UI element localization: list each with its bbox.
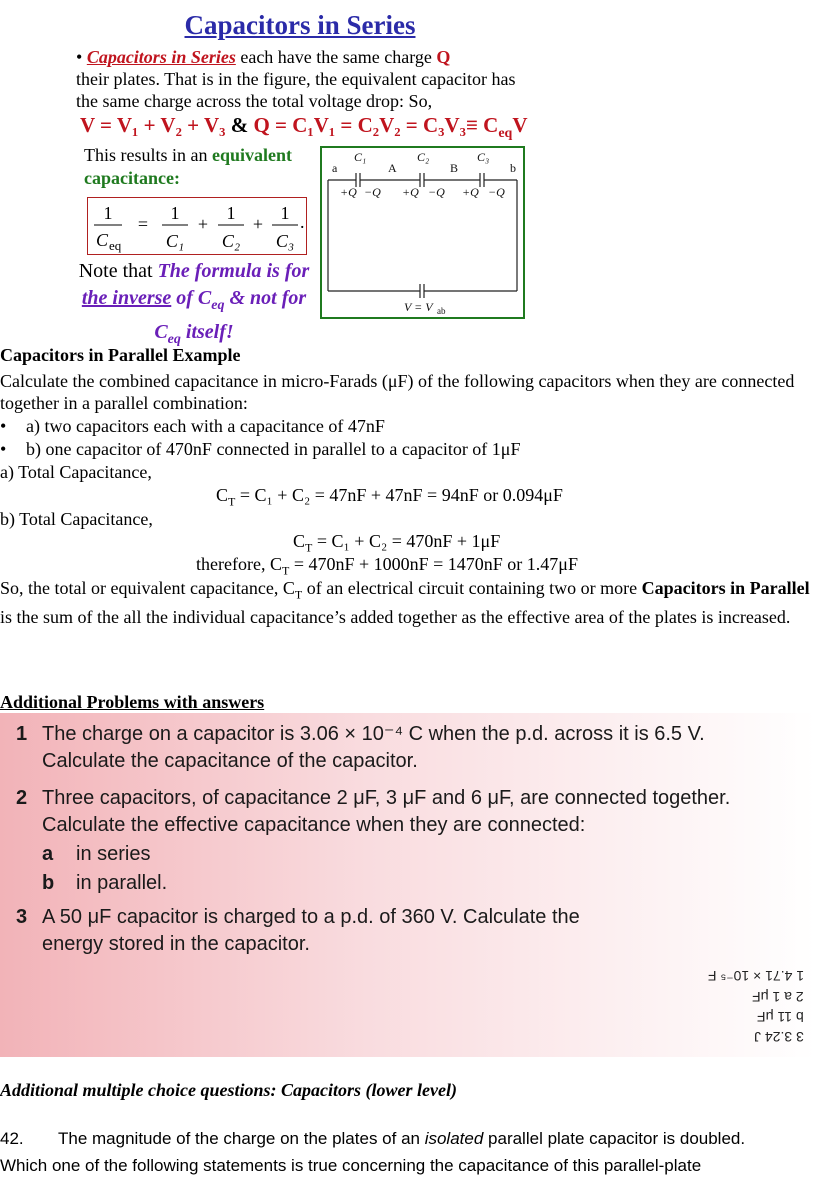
problem-text: A 50 μF capacitor is charged to a p.d. of 360 V. Calculate the energy stored in the capacitor. <box>42 906 580 955</box>
parallel-list-item: • b) one capacitor of 470nF connected in parallel to a capacitor of 1μF <box>0 439 521 459</box>
problem-text: Three capacitors, of capacitance 2 μF, 3 μF and 6 μF, are connected together. Calculate the effective capacitance when they are connected: <box>42 787 731 836</box>
note-p5: itself! <box>180 321 234 343</box>
frac-c2: C₂ <box>221 231 241 251</box>
intro-text-1: each have the same charge <box>235 47 437 67</box>
summary-sub: T <box>294 587 303 602</box>
charge-plus-2: +Q <box>402 185 419 199</box>
parallel-summary <box>0 577 814 628</box>
parallel-heading: Capacitors in Parallel Example <box>0 345 241 365</box>
frac-c3: C₃ <box>275 231 295 251</box>
voltage-sum: V = V₁ + V₂ + V₃ <box>80 113 226 137</box>
mcq-heading: Additional multiple choice questions: Capacitors (lower level) <box>0 1080 457 1100</box>
page-title: Capacitors in Series <box>184 10 416 40</box>
item-a: a) two capacitors each with a capacitance of 47nF <box>26 416 385 436</box>
ct-sub: T <box>228 494 236 509</box>
series-intro <box>76 46 536 112</box>
note-sub2: eq <box>167 332 181 347</box>
equals: = <box>137 214 149 234</box>
parallel-list-item: • a) two capacitors each with a capacitance of 47nF <box>0 416 385 436</box>
problems-panel <box>0 713 816 1057</box>
question-line-2: Which one of the following statements is true concerning the capacitance of this parallel-plate <box>0 1156 702 1175</box>
problem-number: 3 <box>16 906 28 928</box>
b-calc2-pre: therefore, C <box>196 554 282 574</box>
problem-1 <box>16 721 806 775</box>
question-number: 42. <box>0 1129 24 1148</box>
question-pre: The magnitude of the charge on the plates of an <box>58 1129 425 1148</box>
series-circuit-diagram <box>320 146 525 319</box>
b-label: b) Total Capacitance, <box>0 509 153 529</box>
subpart-text: in series <box>76 843 151 865</box>
results-pre: This results in an <box>84 145 212 165</box>
frac-c1: C₁ <box>165 231 185 251</box>
item-b: b) one capacitor of 470nF connected in parallel to a capacitor of 1μF <box>26 439 521 459</box>
answer-2b: b 11 μF <box>757 1009 804 1025</box>
frac-num: 1 <box>170 203 180 223</box>
label-c2: C₂ <box>417 150 430 164</box>
answer-2a: 2 a 1 μF <box>752 989 804 1005</box>
problem-2b <box>42 870 167 897</box>
summary-pre: So, the total or equivalent capacitance, C <box>0 578 295 598</box>
subpart-letter: b <box>42 872 55 894</box>
summary-end: is the sum of the all the individual capacitance’s added together as the effective area of the plates is increased. <box>0 606 791 627</box>
series-formula-box <box>87 197 307 255</box>
charge-equation: Q = C₁V₁ = C₂V₂ = C₃V₃≡ C <box>253 113 499 137</box>
frac-ceq-sub: eq <box>109 238 122 253</box>
charge-minus-3: −Q <box>488 185 505 199</box>
question-post: parallel plate capacitor is doubled. <box>483 1129 746 1148</box>
problem-text: The charge on a capacitor is 3.06 × 10⁻⁴ C when the p.d. across it is 6.5 V. Calculate the capacitance of the capacitor. <box>42 723 705 772</box>
problems-heading: Additional Problems with answers <box>0 692 265 712</box>
summary-bold: Capacitors in Parallel <box>641 578 810 598</box>
note-p3: of C <box>171 287 212 309</box>
label-c3: C₃ <box>477 150 490 164</box>
plus: + <box>197 214 209 234</box>
question-italic: isolated <box>424 1129 484 1148</box>
intro-text-2: their plates. That is in the figure, the equivalent capacitor has the same charge across the total voltage drop: So, <box>76 69 516 111</box>
ct: C <box>293 531 306 551</box>
label-c1: C₁ <box>354 150 367 164</box>
ampersand: & <box>230 113 249 137</box>
ct-sub: T <box>305 540 313 555</box>
charge-end: V <box>512 113 528 137</box>
note-inverse: the inverse <box>81 287 172 309</box>
node-B: B <box>450 161 459 175</box>
circuit-svg <box>322 148 523 317</box>
summary-mid: of an electrical circuit containing two or more <box>302 578 642 598</box>
node-a: a <box>332 161 338 175</box>
subpart-letter: a <box>42 843 54 865</box>
frac-ceq: C <box>96 230 109 250</box>
b-calc2-rest: = 470nF + 1000nF = 1470nF or 1.47μF <box>289 554 578 574</box>
charge-plus-1: +Q <box>340 185 357 199</box>
frac-num: 1 <box>226 203 236 223</box>
note-sub: eq <box>211 298 225 313</box>
problem-number: 1 <box>16 723 28 745</box>
a-calculation <box>216 484 563 513</box>
ceq-sub: eq <box>498 126 513 142</box>
frac-num: 1 <box>280 203 290 223</box>
charge-minus-2: −Q <box>428 185 445 199</box>
ct: C <box>216 485 229 505</box>
problem-3 <box>16 904 806 958</box>
voltage-sub: ab <box>437 306 446 316</box>
charge-minus-1: −Q <box>364 185 381 199</box>
series-keyword: Capacitors in Series <box>86 47 236 67</box>
mcq-question <box>0 1125 814 1179</box>
results-text <box>84 144 319 190</box>
note-p4: & not for C <box>154 287 307 343</box>
formula-dot: . <box>300 212 305 232</box>
charge-q: Q <box>436 47 451 67</box>
b-calc1-rest: = C₁ + C₂ = 470nF + 1μF <box>312 531 501 551</box>
problem-2 <box>16 785 806 839</box>
a-label: a) Total Capacitance, <box>0 462 152 482</box>
note-text <box>78 258 310 353</box>
voltage-label: V = V <box>404 300 433 314</box>
note-pre: Note that <box>78 260 158 282</box>
ct-sub: T <box>281 563 290 578</box>
answer-1: 1 4.71 × 10⁻⁵ F <box>707 968 804 984</box>
a-calc-rest: = C₁ + C₂ = 47nF + 47nF = 94nF or 0.094μF <box>235 485 563 505</box>
problem-number: 2 <box>16 787 28 809</box>
note-p1: The formula is for <box>157 260 310 282</box>
equivalent-capacitance-label: equivalent capacitance: <box>84 145 293 188</box>
plus: + <box>252 214 264 234</box>
parallel-intro: Calculate the combined capacitance in micro-Farads (μF) of the following capacitors when they are connected together in a parallel combination: <box>0 371 795 413</box>
series-formula <box>88 198 306 254</box>
subpart-text: in parallel. <box>76 872 168 894</box>
series-equation <box>80 113 528 142</box>
problem-2a <box>42 841 150 868</box>
bullet: • <box>76 47 83 67</box>
upside-down-answers <box>690 967 810 1051</box>
charge-plus-3: +Q <box>462 185 479 199</box>
answer-3: 3 3.24 J <box>754 1029 804 1045</box>
frac-num: 1 <box>103 203 113 223</box>
node-b: b <box>510 161 516 175</box>
node-A: A <box>388 161 397 175</box>
